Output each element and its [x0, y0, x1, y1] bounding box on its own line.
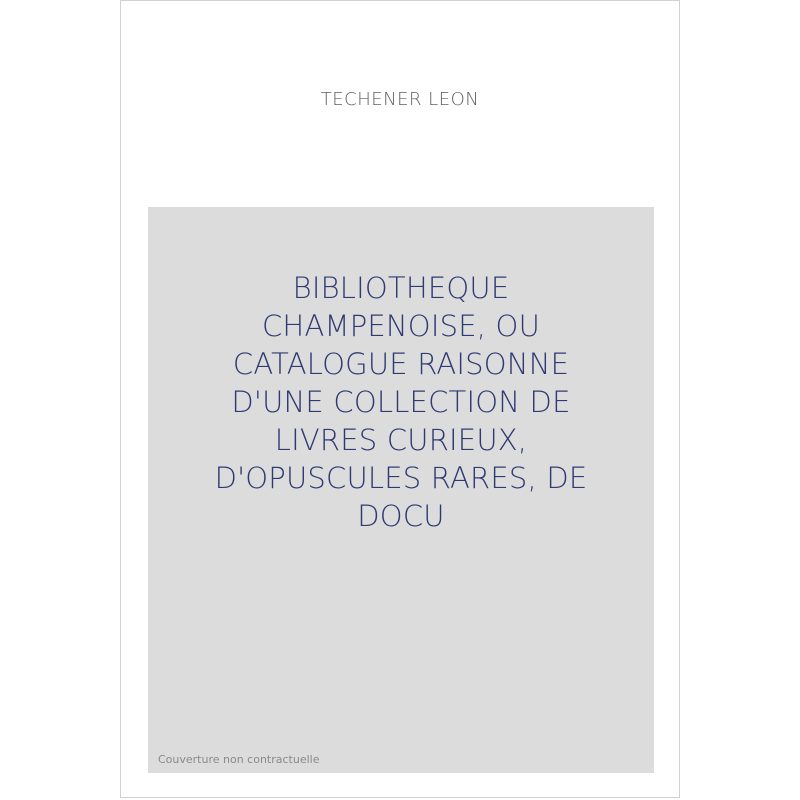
- cover-disclaimer: Couverture non contractuelle: [158, 753, 320, 766]
- title-line: BIBLIOTHEQUE: [292, 271, 510, 305]
- book-title: [148, 269, 654, 535]
- book-cover: [120, 0, 680, 798]
- title-line: DOCU: [357, 499, 445, 533]
- title-line: CHAMPENOISE, OU: [261, 309, 541, 343]
- title-line: D'OPUSCULES RARES, DE: [214, 461, 588, 495]
- title-line: D'UNE COLLECTION DE: [231, 385, 571, 419]
- title-line: CATALOGUE RAISONNE: [232, 347, 570, 381]
- title-panel: [148, 207, 654, 773]
- author-name: TECHENER LEON: [320, 89, 480, 110]
- title-line: LIVRES CURIEUX,: [274, 423, 528, 457]
